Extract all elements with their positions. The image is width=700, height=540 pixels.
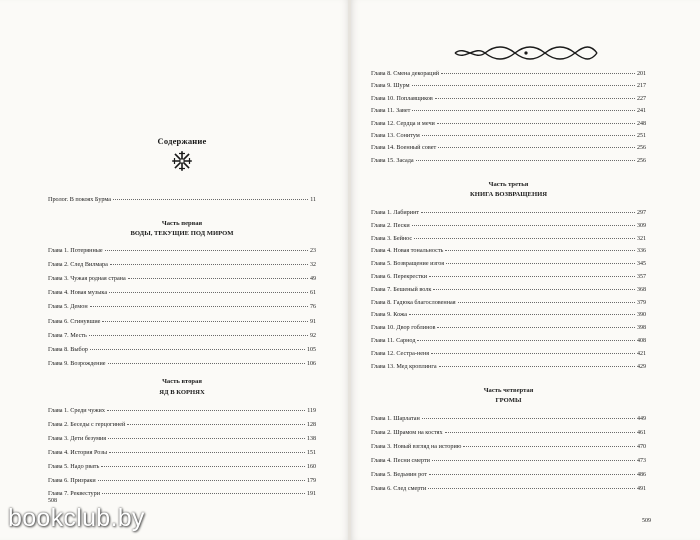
toc-entry-page: 256 <box>637 145 646 152</box>
toc-entry-label: Глава 10. Поплавщиков <box>371 94 433 102</box>
toc-entry-page: 32 <box>310 262 316 269</box>
toc-entry-page: 179 <box>307 477 316 484</box>
toc-entry <box>371 322 646 332</box>
toc-leader-dots <box>113 193 308 200</box>
toc-leader-dots <box>446 257 635 264</box>
toc-entry <box>371 413 646 423</box>
toc-entry <box>371 118 646 128</box>
toc-entry <box>48 447 316 457</box>
toc-entry-page: 321 <box>637 235 646 242</box>
toc-leader-dots <box>108 357 305 364</box>
toc-entry-page: 191 <box>307 491 316 498</box>
toc-entry <box>371 105 646 115</box>
toc-entry-page: 201 <box>637 71 646 77</box>
toc-entry-page: 256 <box>637 157 646 164</box>
toc-leader-dots <box>435 92 635 99</box>
toc-leader-dots <box>445 244 635 251</box>
toc-entry <box>48 419 316 429</box>
toc-entry-label: Глава 9. Кожа <box>371 311 408 319</box>
part-subtitle: ЯД В КОРНЯХ <box>159 389 205 396</box>
toc-entry-label: Глава 11. Сарнод <box>371 337 416 344</box>
toc-entry <box>371 284 646 294</box>
toc-leader-dots <box>422 129 635 136</box>
toc-leader-dots <box>409 308 635 315</box>
toc-entry-page: 76 <box>310 304 316 311</box>
toc-leader-dots <box>105 244 308 251</box>
toc-entry <box>48 194 316 204</box>
toc-entry-page: 151 <box>307 449 316 456</box>
toc-entry <box>48 358 316 368</box>
toc-entry-label: Глава 9. Шурм <box>371 82 410 90</box>
snowflake-ornament-icon <box>171 150 193 172</box>
toc-leader-dots <box>438 141 635 148</box>
toc-entry-label: Глава 7. Бешеный волк <box>371 285 432 293</box>
toc-entry-page: 491 <box>637 486 646 492</box>
toc-entry-label: Глава 14. Военный совет <box>371 144 437 152</box>
toc-entry <box>371 155 646 165</box>
left-page <box>0 0 349 540</box>
toc-entry-page: 160 <box>307 463 316 470</box>
toc-entry-label: Глава 1. Потерянные <box>48 247 103 254</box>
toc-entry-label: Глава 12. Сестра-неня <box>371 349 430 357</box>
toc-entry-page: 128 <box>307 421 316 428</box>
toc-entry <box>48 330 316 340</box>
toc-entry-page: 368 <box>637 286 646 293</box>
toc-entry-label: Глава 2. Беседы с герцогиней <box>48 420 126 428</box>
toc-entry-page: 61 <box>310 290 316 297</box>
toc-entry <box>371 297 646 307</box>
toc-entry-page: 92 <box>310 332 316 339</box>
toc-entry-label: Глава 4. Песни смерти <box>371 457 430 464</box>
toc-entry <box>371 93 646 103</box>
toc-leader-dots <box>439 360 635 367</box>
toc-entry-label: Глава 12. Сердца и мечи <box>371 119 435 127</box>
toc-entry-page: 357 <box>637 274 646 280</box>
toc-entry-label: Глава 2. Пески <box>371 221 410 229</box>
toc-entry-label: Глава 11. Завет <box>371 107 411 115</box>
toc-entry-page: 345 <box>637 261 646 268</box>
toc-leader-dots <box>422 412 635 419</box>
toc-leader-dots <box>431 347 635 354</box>
toc-entry <box>371 469 646 479</box>
toc-entry-label: Глава 4. История Розы <box>48 448 107 456</box>
toc-leader-dots <box>437 117 635 124</box>
toc-leader-dots <box>128 272 308 279</box>
toc-entry <box>371 455 646 465</box>
toc-entry-label: Глава 8. Выбор <box>48 345 88 353</box>
toc-entry <box>371 335 646 345</box>
toc-leader-dots <box>412 219 635 226</box>
toc-entry-label: Глава 6. Сгинувшие <box>48 317 101 325</box>
toc-entry-page: 138 <box>307 435 316 442</box>
toc-entry-page: 119 <box>307 408 316 414</box>
part-subtitle: КНИГА ВОЗВРАЩЕНИЯ <box>470 191 547 198</box>
toc-entry-label: Глава 9. Возрождение <box>48 359 106 367</box>
toc-entry <box>371 207 646 217</box>
toc-entry-page: 49 <box>310 276 316 283</box>
toc-entry-page: 309 <box>637 222 646 229</box>
toc-leader-dots <box>432 454 635 461</box>
toc-leader-dots <box>463 440 635 447</box>
toc-entry-page: 336 <box>637 248 646 255</box>
toc-entry-label: Глава 1. Шарлатан <box>371 415 420 422</box>
toc-entry <box>48 344 316 354</box>
toc-leader-dots <box>102 487 305 494</box>
toc-entry-label: Глава 2. Шрамом на костях <box>371 429 443 436</box>
toc-leader-dots <box>110 258 308 265</box>
toc-entry-label: Глава 6. Перекрестки <box>371 273 428 280</box>
part-subtitle: ГРОМЫ <box>495 397 522 404</box>
toc-entry <box>48 301 316 311</box>
toc-entry-page: 251 <box>637 133 646 139</box>
toc-leader-dots <box>109 446 305 453</box>
toc-entry-label: Глава 1. Лабиринт <box>371 209 420 216</box>
toc-entry-page: 408 <box>637 338 646 344</box>
toc-leader-dots <box>109 286 308 293</box>
toc-leader-dots <box>108 432 305 439</box>
toc-leader-dots <box>90 300 308 307</box>
part-heading: Часть третья <box>488 181 529 188</box>
toc-leader-dots <box>416 154 635 161</box>
toc-entry <box>371 258 646 268</box>
toc-leader-dots <box>428 482 635 489</box>
toc-entry-page: 379 <box>637 299 646 306</box>
toc-entry-label: Глава 15. Засада <box>371 156 414 164</box>
toc-entry-label: Глава 10. Двор гоблинов <box>371 324 436 332</box>
toc-leader-dots <box>102 315 308 322</box>
toc-entry <box>371 233 646 243</box>
toc-leader-dots <box>437 321 635 328</box>
toc-entry-label: Глава 6. Призраки <box>48 476 96 484</box>
toc-entry-page: 297 <box>637 210 646 216</box>
toc-entry-label: Глава 3. Дети безумия <box>48 434 107 442</box>
toc-leader-dots <box>417 334 635 341</box>
toc-leader-dots <box>429 270 635 277</box>
toc-entry-label: Глава 13. Мед кроплинга <box>371 362 437 370</box>
toc-leader-dots <box>98 474 305 481</box>
toc-entry <box>48 405 316 415</box>
toc-entry-label: Глава 5. Ведьмин рот <box>371 471 427 478</box>
toc-entry-page: 105 <box>307 346 316 353</box>
toc-entry-label: Глава 4. Новая музыка <box>48 289 108 297</box>
toc-leader-dots <box>89 329 308 336</box>
wave-ornament-icon <box>451 44 601 62</box>
toc-entry <box>48 475 316 485</box>
contents-title: Содержание <box>157 136 207 146</box>
toc-entry-label: Глава 5. Демон <box>48 303 88 311</box>
toc-entry-label: Глава 8. Смена декораций <box>371 70 440 77</box>
right-page-number: 509 <box>642 518 651 524</box>
toc-entry-label: Глава 5. Возвращение изгоя <box>371 260 445 268</box>
watermark-logo: bookclub.by <box>8 504 145 532</box>
toc-leader-dots <box>412 79 635 86</box>
toc-entry-page: 248 <box>637 120 646 127</box>
part-heading: Часть вторая <box>162 378 202 385</box>
toc-entry-page: 470 <box>637 444 646 450</box>
toc-entry-label: Глава 1. Среди чужих <box>48 407 105 414</box>
toc-leader-dots <box>127 418 305 425</box>
toc-entry-page: 486 <box>637 472 646 478</box>
toc-entry-page: 390 <box>637 312 646 319</box>
toc-leader-dots <box>433 283 635 290</box>
toc-entry-page: 106 <box>307 360 316 367</box>
toc-entry-page: 449 <box>637 416 646 422</box>
right-page <box>351 0 700 540</box>
toc-entry <box>48 259 316 269</box>
toc-entry-label: Глава 13. Сонитум <box>371 132 420 139</box>
toc-entry <box>48 316 316 326</box>
toc-entry-page: 227 <box>637 95 646 102</box>
toc-entry <box>48 433 316 443</box>
toc-entry <box>48 273 316 283</box>
toc-entry-label: Глава 8. Гадюка благословенная <box>371 298 456 306</box>
toc-entry-page: 461 <box>637 430 646 436</box>
toc-entry <box>48 287 316 297</box>
toc-entry <box>371 309 646 319</box>
toc-entry-page: 91 <box>310 318 316 325</box>
toc-entry-label: Глава 3. Новый взгляд на историю <box>371 443 462 450</box>
toc-entry-label: Глава 6. След смерти <box>371 485 427 492</box>
toc-entry-label: Глава 7. Реквестури <box>48 490 101 498</box>
toc-entry <box>371 483 646 493</box>
toc-leader-dots <box>445 426 635 433</box>
toc-entry <box>371 441 646 451</box>
toc-entry <box>371 220 646 230</box>
toc-entry <box>371 142 646 152</box>
toc-leader-dots <box>458 296 635 303</box>
toc-entry <box>48 488 316 498</box>
toc-leader-dots <box>414 232 635 239</box>
toc-entry-label: Глава 5. Надо рвать <box>48 462 100 470</box>
toc-entry-page: 241 <box>637 108 646 115</box>
toc-leader-dots <box>412 104 635 111</box>
toc-leader-dots <box>429 468 635 475</box>
toc-entry <box>371 245 646 255</box>
toc-entry-page: 429 <box>637 363 646 370</box>
toc-entry-label: Глава 3. Чужая родная страна <box>48 275 126 283</box>
toc-entry <box>48 245 316 255</box>
toc-entry-page: 11 <box>310 197 316 203</box>
toc-entry-label: Глава 3. Бейнос <box>371 234 413 242</box>
toc-entry-page: 217 <box>637 83 646 90</box>
toc-leader-dots <box>90 343 305 350</box>
toc-leader-dots <box>107 404 305 411</box>
toc-entry <box>371 361 646 371</box>
toc-entry <box>371 271 646 281</box>
toc-entry-label: Глава 2. След Вилмара <box>48 261 108 269</box>
toc-leader-dots <box>101 460 305 467</box>
toc-leader-dots <box>421 206 635 213</box>
toc-entry-label: Глава 4. Новая тональность <box>371 247 444 255</box>
toc-entry-page: 23 <box>310 248 316 254</box>
toc-entry <box>371 130 646 140</box>
toc-entry <box>371 68 646 78</box>
part-subtitle: ВОДЫ, ТЕКУЩИЕ ПОД МИРОМ <box>130 230 234 237</box>
toc-entry <box>48 461 316 471</box>
left-page-number: 508 <box>48 498 57 504</box>
toc-entry-label: Пролог. В покоях Бурма <box>48 196 112 203</box>
toc-entry <box>371 427 646 437</box>
part-heading: Часть четвертая <box>483 387 534 394</box>
toc-entry-page: 421 <box>637 350 646 357</box>
toc-entry-page: 398 <box>637 325 646 332</box>
toc-entry-label: Глава 7. Месть <box>48 331 87 339</box>
toc-entry <box>371 348 646 358</box>
toc-leader-dots <box>441 67 635 74</box>
toc-entry <box>371 80 646 90</box>
toc-entry-page: 473 <box>637 458 646 464</box>
part-heading: Часть первая <box>161 220 203 227</box>
